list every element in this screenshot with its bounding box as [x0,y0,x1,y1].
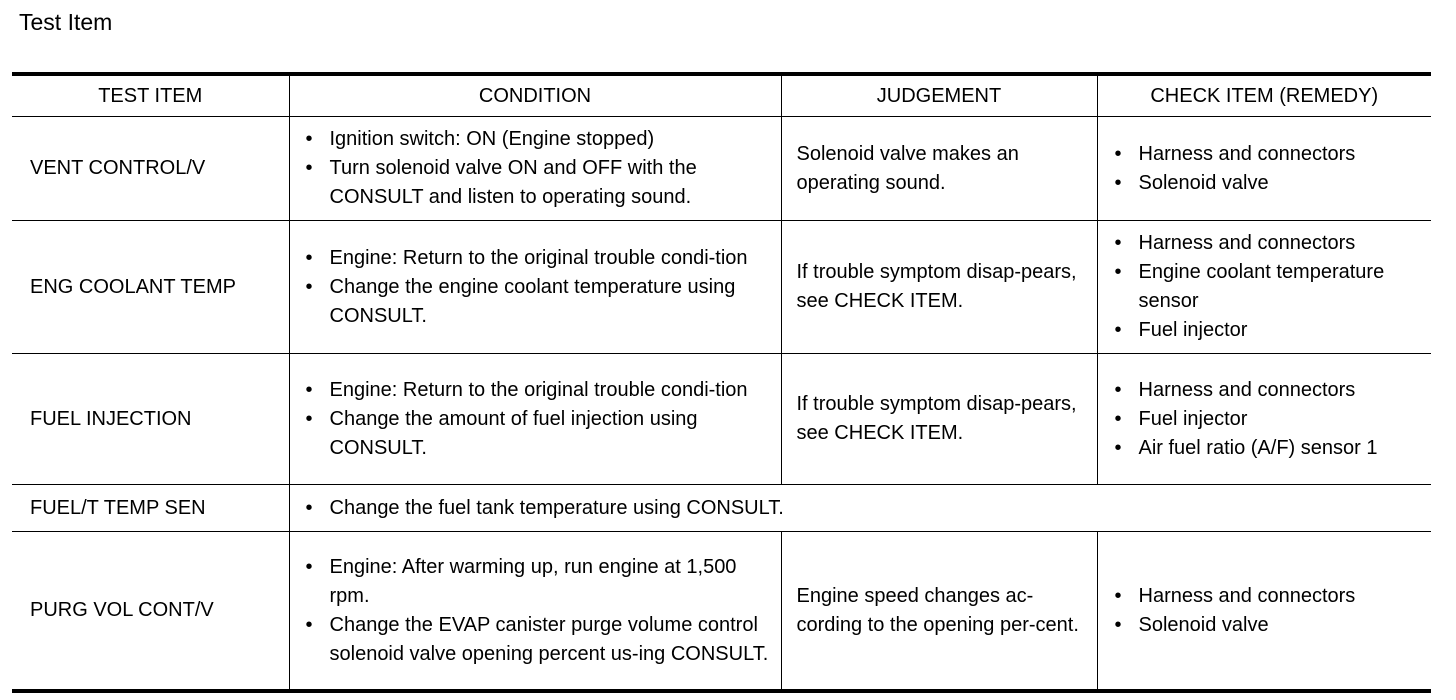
section-title: Test Item [19,9,113,35]
check-list [1111,376,1426,463]
condition-bullet: • Ignition switch: ON (Engine stopped) [302,125,773,154]
condition-cell [289,117,781,221]
check-item-cell [1097,354,1431,485]
check-bullet: • Air fuel ratio (A/F) sensor 1 [1111,434,1426,463]
condition-bullet: • Engine: Return to the original trouble condi-tion [302,244,773,273]
condition-list [302,376,773,463]
header-test-item: TEST ITEM [12,74,289,117]
table-row [12,117,1431,221]
header-row [12,74,1431,117]
check-bullet: • Harness and connectors [1111,229,1426,258]
check-bullet: • Solenoid valve [1111,169,1426,198]
header-condition: CONDITION [289,74,781,117]
test-item-cell: FUEL INJECTION [12,354,289,485]
condition-list [302,244,773,331]
condition-list [302,494,1424,523]
condition-bullet: • Change the fuel tank temperature using CONSULT. [302,494,1424,523]
header-judgement: JUDGEMENT [781,74,1097,117]
test-item-cell: ENG COOLANT TEMP [12,221,289,354]
check-bullet: • Harness and connectors [1111,582,1426,611]
condition-bullet: • Engine: Return to the original trouble condi-tion [302,376,773,405]
condition-cell [289,354,781,485]
table-row [12,485,1431,532]
condition-list [302,125,773,212]
check-item-cell [1097,221,1431,354]
check-list [1111,140,1426,198]
condition-bullet: • Turn solenoid valve ON and OFF with the CONSULT and listen to operating sound. [302,154,773,212]
condition-cell [289,532,781,692]
check-list [1111,582,1426,640]
table-row [12,532,1431,692]
table-row [12,354,1431,485]
judgement-cell: Solenoid valve makes an operating sound. [781,117,1097,221]
condition-bullet: • Change the EVAP canister purge volume control solenoid valve opening percent us-ing CONSULT. [302,611,773,669]
test-item-cell: FUEL/T TEMP SEN [12,485,289,532]
check-bullet: • Engine coolant temperature sensor [1111,258,1426,316]
table-row [12,221,1431,354]
judgement-cell: Engine speed changes ac-cording to the opening per-cent. [781,532,1097,692]
judgement-cell: If trouble symptom disap-pears, see CHECK ITEM. [781,221,1097,354]
test-item-cell: VENT CONTROL/V [12,117,289,221]
check-item-cell [1097,117,1431,221]
condition-bullet: • Change the amount of fuel injection using CONSULT. [302,405,773,463]
judgement-cell: If trouble symptom disap-pears, see CHECK ITEM. [781,354,1097,485]
check-bullet: • Solenoid valve [1111,611,1426,640]
condition-cell [289,485,1431,532]
check-item-cell [1097,532,1431,692]
condition-bullet: • Change the engine coolant temperature using CONSULT. [302,273,773,331]
check-bullet: • Fuel injector [1111,405,1426,434]
check-bullet: • Harness and connectors [1111,140,1426,169]
header-check-item: CHECK ITEM (REMEDY) [1097,74,1431,117]
check-list [1111,229,1426,345]
check-bullet: • Harness and connectors [1111,376,1426,405]
check-bullet: • Fuel injector [1111,316,1426,345]
condition-cell [289,221,781,354]
condition-list [302,553,773,669]
test-item-table [12,72,1431,693]
test-item-cell: PURG VOL CONT/V [12,532,289,692]
condition-bullet: • Engine: After warming up, run engine at 1,500 rpm. [302,553,773,611]
